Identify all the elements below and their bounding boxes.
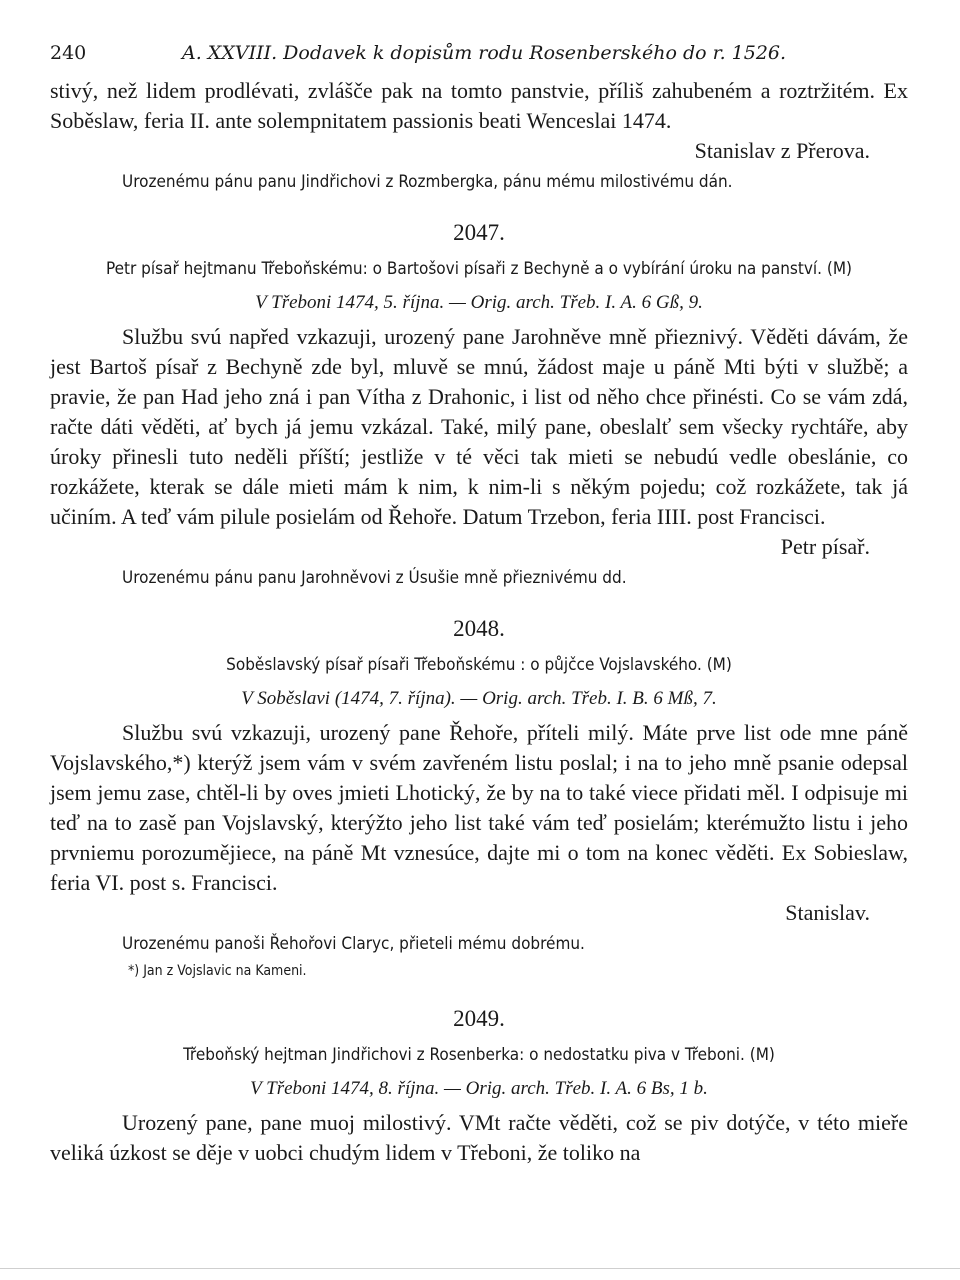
page xyxy=(50,40,908,1168)
document-source: V Třeboni 1474, 5. října. — Orig. arch. Třeb. I. A. 6 Gß, 9. xyxy=(255,292,703,313)
document-text: Urozený pane, pane muoj milostivý. VMt račte věděti, což se piv dotýče, v této mieře veliká úzkost se děje v uobci chudým lidem v Třeboni, že toliko na xyxy=(50,1110,908,1165)
document-signature: Petr písař. xyxy=(780,534,870,559)
footnote: *) Jan z Vojslavic na Kameni. xyxy=(128,963,307,979)
document-2047 xyxy=(50,220,908,592)
running-title: A. XXVIII. Dodavek k dopisům rodu Rosenberského do r. 1526. xyxy=(182,42,787,64)
document-2049 xyxy=(50,1006,908,1168)
document-number: 2048. xyxy=(453,616,505,641)
document-2048 xyxy=(50,616,908,982)
document-regest: Soběslavský písař písaři Třeboňskému : o půjčce Vojslavského. (M) xyxy=(226,655,732,675)
document-source: V Soběslavi (1474, 7. října). — Orig. arch. Třeb. I. B. 6 Mß, 7. xyxy=(241,688,717,709)
continuation-signature: Stanislav z Přerova. xyxy=(694,138,870,163)
continuation-section xyxy=(50,76,908,196)
page-bottom-rule xyxy=(0,1268,960,1269)
document-address: Urozenému pánu panu Jarohněvovi z Úsušie mně přieznivému dd. xyxy=(122,568,627,588)
document-number: 2047. xyxy=(453,220,505,245)
document-number: 2049. xyxy=(453,1006,505,1031)
document-regest: Petr písař hejtmanu Třeboňskému: o Bartošovi písaři z Bechyně a o vybírání úroku na panství. (M) xyxy=(105,259,853,279)
document-signature: Stanislav. xyxy=(785,900,870,925)
document-text: Službu svú napřed vzkazuji, urozený pane Jarohněve mně přieznivý. Věděti dávám, že jest Bartoš písař z Bechyně zde byl, mluvě se mnú, žádost maje u páně Mti býti v službě; a pravie, že pan Had jeho zná i pan Vítha z Drahonic, i list od něho chce přinésti. Co se vám zdá, račte dáti věděti, ať bych já jemu vzkázal. Také, milý pane, obeslalť sem všecky rychtáře, aby úroky přinesli tuto neděli příští; jestliže v té věci tak mieti se nebudú vedle obeslánie, co rozkážete, kterak se dále mieti mám k nim, k nim-li s někým pojedu; což rozkážete, tak já učiním. A teď vám pilule posielám od Řehoře. Datum Trzebon, feria IIII. post Francisci. xyxy=(50,324,908,529)
document-address: Urozenému panoši Řehořovi Claryc, přieteli mému dobrému. xyxy=(122,934,585,954)
page-number: 240 xyxy=(50,42,87,64)
document-text: Službu svú vzkazuji, urozený pane Řehoře, příteli milý. Máte prve list ode mne páně Vojslavského,*) kterýž jsem vám v svém zavřeném listu poslal; i na to jeho mně psanie odepsal jsem jemu zase, chtěl-li by oves jmieti Lhotický, že by na to také viece přidati měl. I odpisuje mi teď na to zasě pan Vojslavský, kterýžto jeho list také vám teď posielám; kterémužto listu i jeho prvniemu porozumějiece, na páně Mt vznesúce, dajte mi o tom na konec věděti. Ex Sobieslaw, feria VI. post s. Francisci. xyxy=(50,720,908,895)
page-header xyxy=(50,40,908,76)
document-source: V Třeboni 1474, 8. října. — Orig. arch. Třeb. I. A. 6 Bs, 1 b. xyxy=(250,1078,708,1099)
continuation-text: stivý, než lidem prodlévati, zvlášče pak na tomto panstvie, příliš zahubeném a roztržitém. Ex Soběslaw, feria II. ante solempnitatem passionis beati Wenceslai 1474. xyxy=(50,78,908,133)
continuation-address: Urozenému pánu panu Jindřichovi z Rozmbergka, pánu mému milostivému dán. xyxy=(122,172,733,192)
document-regest: Třeboňský hejtman Jindřichovi z Rosenberka: o nedostatku piva v Třeboni. (M) xyxy=(183,1045,775,1065)
